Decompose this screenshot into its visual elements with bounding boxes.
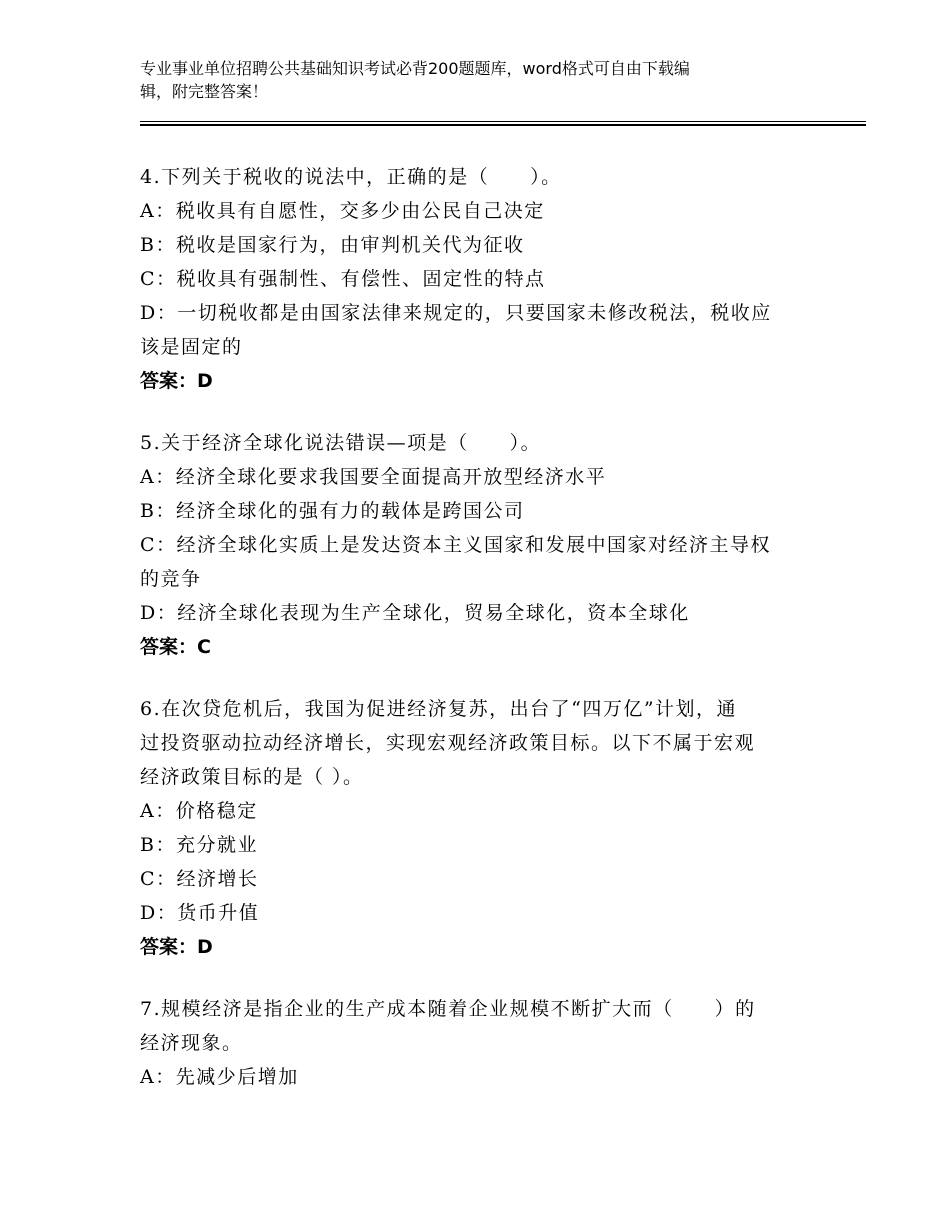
option-b: B：税收是国家行为，由审判机关代为征收 xyxy=(140,234,525,256)
option-d: D：货币升值 xyxy=(140,902,260,924)
question-stem: 5.关于经济全球化说法错误—项是（ ）。 xyxy=(140,432,542,454)
answer-label: 答案：D xyxy=(140,936,213,958)
question-5 xyxy=(140,426,820,664)
option-c: C：经济全球化实质上是发达资本主义国家和发展中国家对经济主导权 xyxy=(140,534,772,556)
option-c: C：税收具有强制性、有偿性、固定性的特点 xyxy=(140,268,546,290)
option-b: B：充分就业 xyxy=(140,834,258,856)
question-stem: 7.规模经济是指企业的生产成本随着企业规模不断扩大而（ ）的 xyxy=(140,998,756,1020)
header-line-1: 专业事业单位招聘公共基础知识考试必背200题题库，word格式可自由下载编 xyxy=(140,59,690,78)
header-double-rule xyxy=(140,121,866,126)
header-line-2: 辑，附完整答案！ xyxy=(140,82,269,101)
question-6 xyxy=(140,692,820,964)
document-header xyxy=(140,57,800,103)
option-a: A：经济全球化要求我国要全面提高开放型经济水平 xyxy=(140,466,607,488)
answer-label: 答案：C xyxy=(140,636,211,658)
question-stem: 4.下列关于税收的说法中，正确的是（ ）。 xyxy=(140,166,562,188)
option-d-continued: 该是固定的 xyxy=(140,336,243,358)
option-b: B：经济全球化的强有力的载体是跨国公司 xyxy=(140,500,525,522)
option-a: A：价格稳定 xyxy=(140,800,258,822)
question-4 xyxy=(140,160,820,398)
option-d: D：经济全球化表现为生产全球化，贸易全球化，资本全球化 xyxy=(140,602,690,624)
question-stem-continued: 过投资驱动拉动经济增长，实现宏观经济政策目标。以下不属于宏观 xyxy=(140,732,756,754)
question-list xyxy=(140,160,820,1122)
option-d: D：一切税收都是由国家法律来规定的，只要国家未修改税法，税收应 xyxy=(140,302,772,324)
option-c-continued: 的竞争 xyxy=(140,568,202,590)
option-a: A：先减少后增加 xyxy=(140,1066,299,1088)
option-c: C：经济增长 xyxy=(140,868,259,890)
question-stem: 6.在次贷危机后，我国为促进经济复苏，出台了“四万亿”计划，通 xyxy=(140,698,738,720)
question-stem-continued: 经济政策目标的是（ ）。 xyxy=(140,766,364,788)
question-stem-continued: 经济现象。 xyxy=(140,1032,243,1054)
answer-label: 答案：D xyxy=(140,370,213,392)
question-7 xyxy=(140,992,820,1094)
option-a: A：税收具有自愿性，交多少由公民自己决定 xyxy=(140,200,545,222)
